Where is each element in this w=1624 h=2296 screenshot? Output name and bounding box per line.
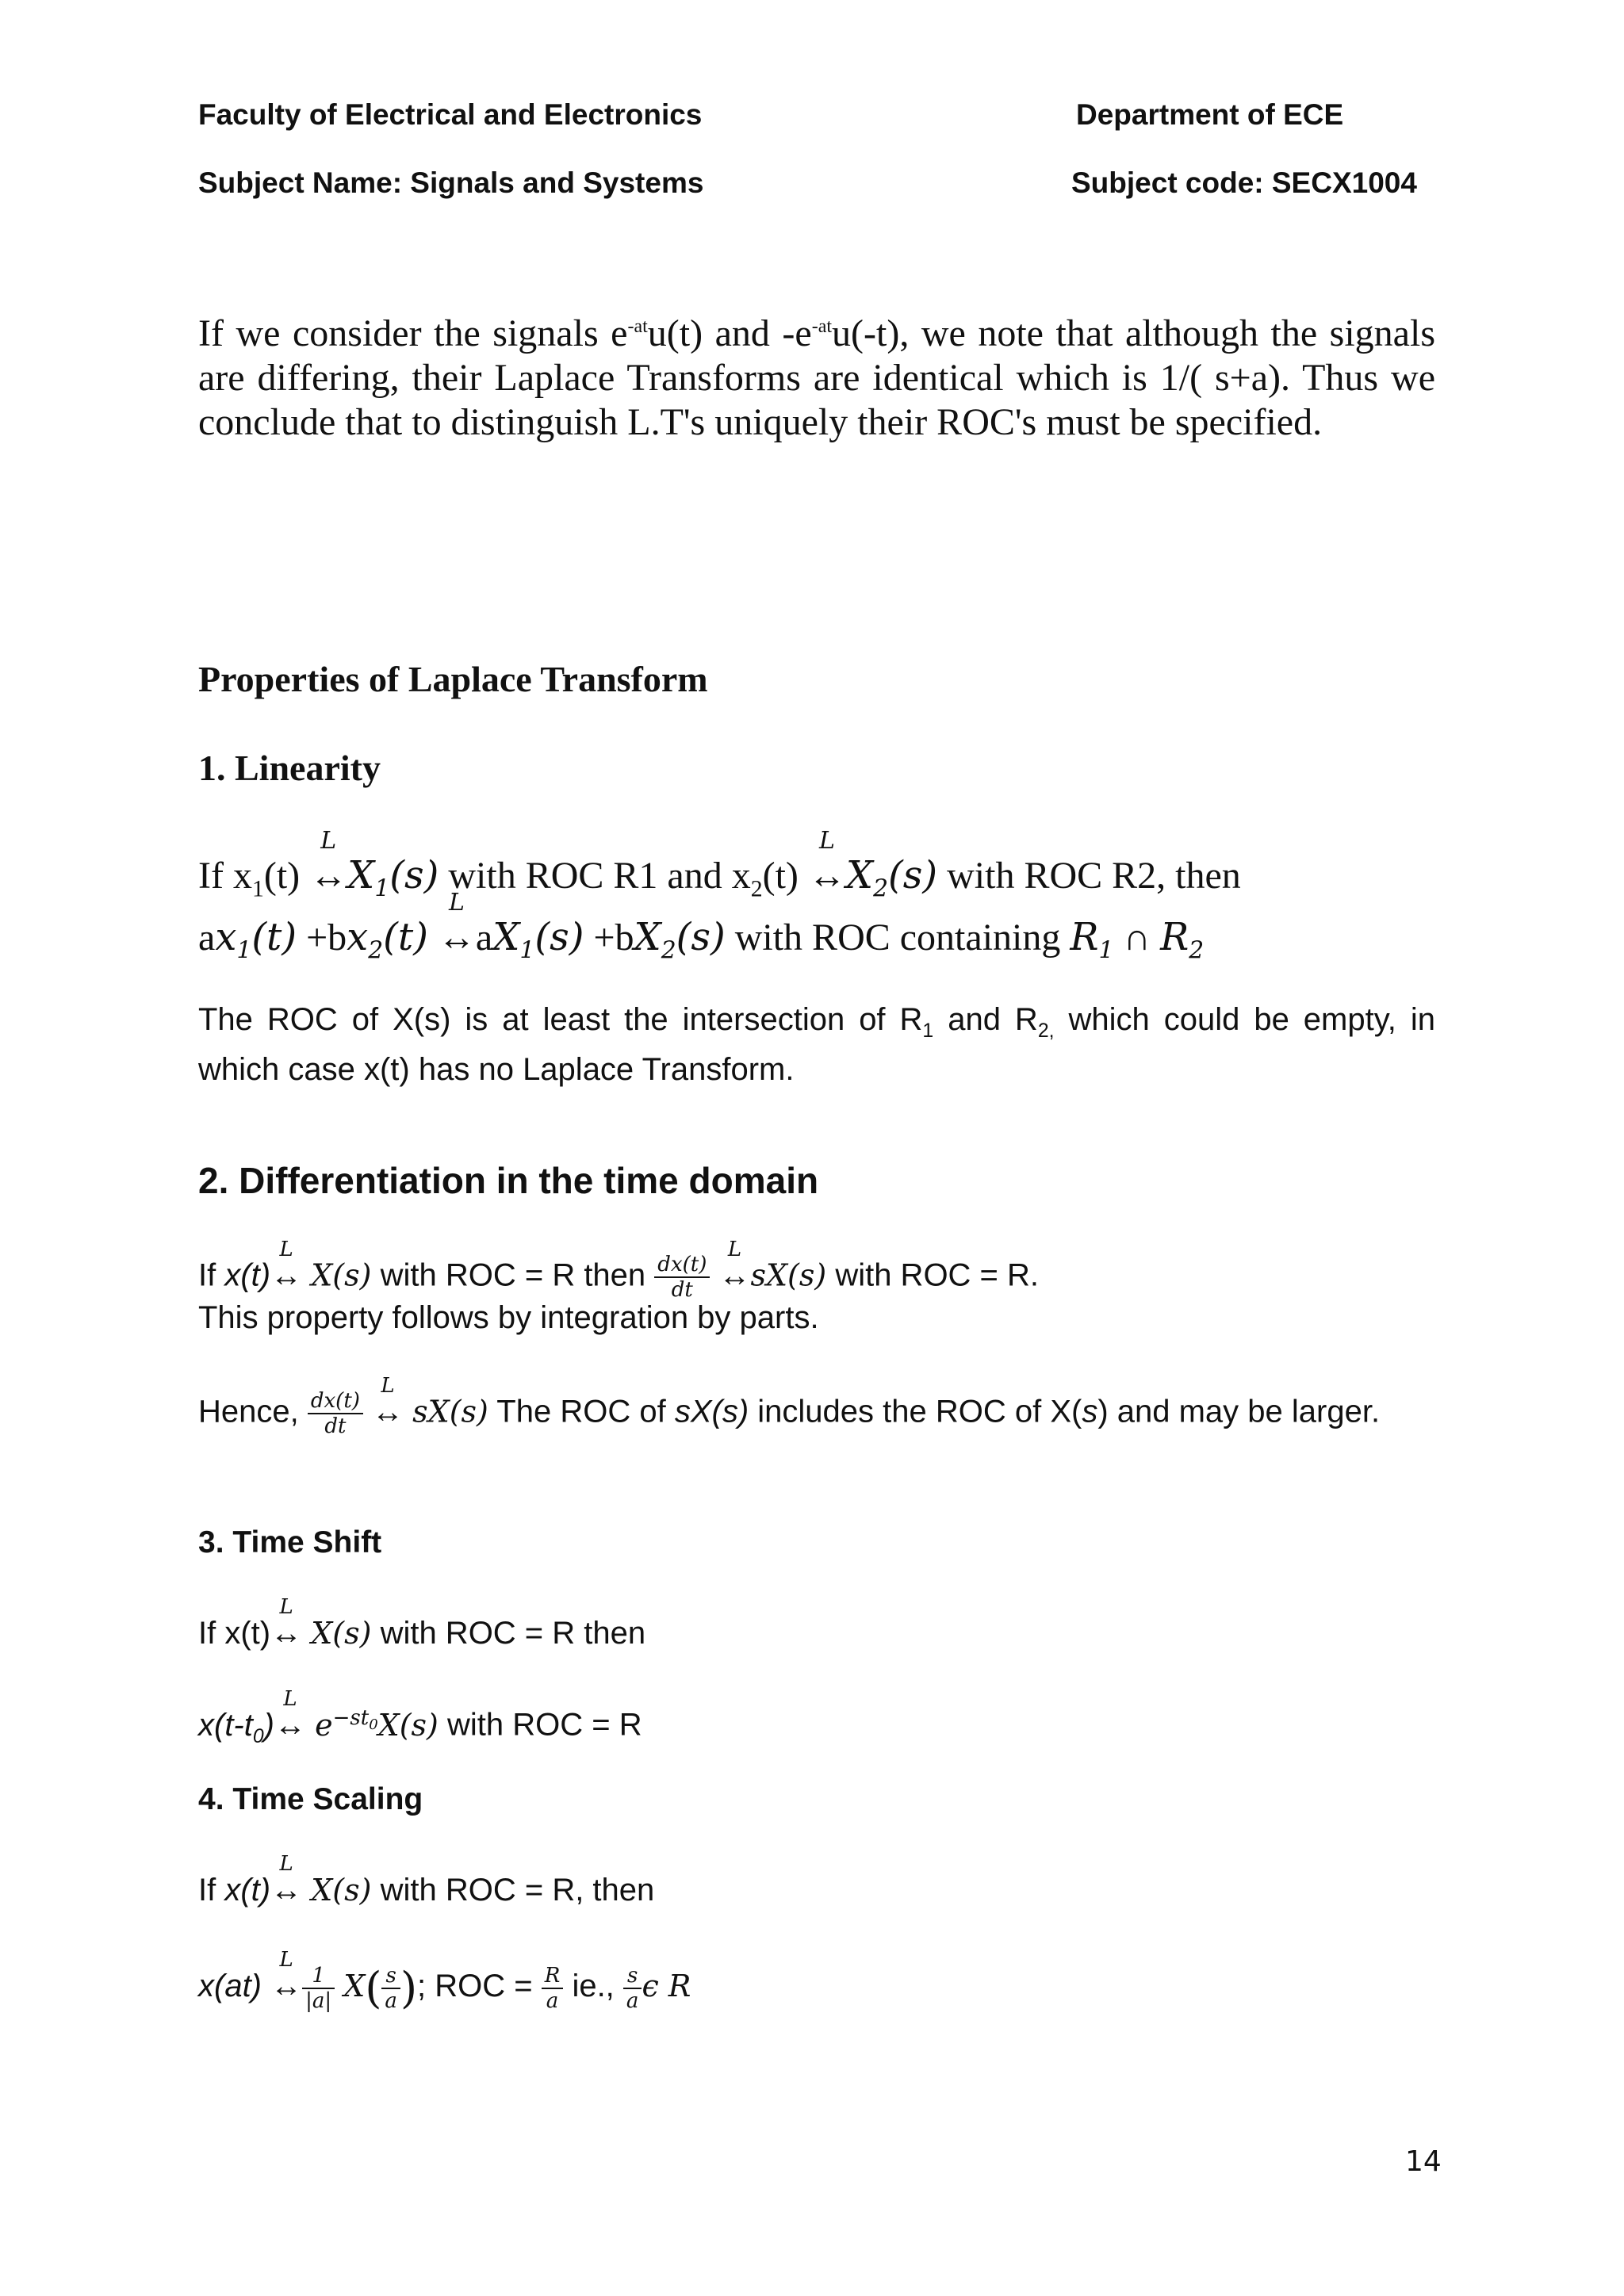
laplace-arrow: ↔ L (270, 1852, 303, 1908)
linearity-heading: 1. Linearity (198, 748, 381, 788)
time-shift-heading: 3. Time Shift (198, 1525, 382, 1559)
laplace-arrow: ↔ L (807, 827, 846, 897)
differentiation-hence: Hence, $\frac{dx(t)}{dt}$ ↔ L sX(s) The ROC of sX(s) includes the ROC of X(s) and may be larger. (198, 1373, 1381, 1438)
differentiation-heading: 2. Differentiation in the time domain (198, 1160, 819, 1201)
subject-code-header: Subject code: SECX1004 (1071, 166, 1417, 199)
argument-fraction: $\frac{s}{a}$ (381, 1964, 400, 2013)
laplace-arrow: ↔ L (270, 1237, 303, 1293)
differentiation-line-2: This property follows by integration by parts. (198, 1300, 819, 1335)
scale-fraction: $\frac{1}{|a|}$ (302, 1964, 335, 2013)
properties-heading: Properties of Laplace Transform (198, 659, 708, 699)
linearity-note: The ROC of X(s) is at least the intersection of $R_1$ and $R_{2,}$ which could be empty, in which case x(t) has no Laplace Transform. (198, 1002, 1435, 1087)
time-scaling-line-1: If x(t)↔ L X(s) with ROC = R, then (198, 1852, 655, 1908)
time-scaling-heading: 4. Time Scaling (198, 1782, 423, 1816)
laplace-arrow: ↔ L (270, 1948, 303, 2004)
intro-line-2: are differing, their Laplace Transforms are identical which is 1/( s+a). Thus we (198, 357, 1435, 399)
department-header: Department of ECE (1076, 98, 1344, 131)
page-number: 14 (1405, 2145, 1442, 2178)
laplace-arrow: ↔ L (274, 1686, 306, 1743)
differentiation-line-1: If x(t)↔ L X(s) with ROC = R then $\frac{dx(t)}{dt}$ ↔ L sX(s) with ROC = R. (198, 1237, 1040, 1302)
time-shift-line-2: $x(t-t_0)\leftrightarrow$ L $e^{-st_0}X(s)$ with ROC = R (198, 1686, 642, 1747)
linearity-equation-1: If $x_1(t)$ ↔ L $X_1(s)$ with ROC R1 and $x_2(t)$ ↔ L $X_2(s)$ with ROC R2, then (198, 827, 1241, 903)
faculty-header: Faculty of Electrical and Electronics (198, 98, 703, 131)
laplace-arrow: ↔ L (309, 827, 348, 897)
intro-line-3: conclude that to distinguish L.T's uniquely their ROC's must be specified. (198, 401, 1323, 443)
time-scaling-line-2: x(at) ↔ L $\frac{1}{|a|}$ X( $\frac{s}{a}$ ); ROC = $\frac{R}{a}$ ie., $\frac{s}{a}$ ϵ R (198, 1948, 691, 2013)
intro-paragraph (198, 304, 1435, 445)
derivative-fraction: $\frac{dx(t)}{dt}$ (308, 1389, 363, 1438)
time-shift-line-1: If x(t)↔ L X(s) with ROC = R then (198, 1595, 646, 1651)
intro-line-1: If we consider the signals $e^{-at}u(t)$ and $-e^{-at}u(-t)$, we note that although the signals (198, 312, 1436, 354)
laplace-arrow: ↔ L (718, 1237, 751, 1293)
laplace-arrow: ↔ L (372, 1373, 404, 1429)
linearity-equation-2: $ax_1(t) +bx_2(t)$ ↔ L $aX_1(s) +bX_2(s)$ with ROC containing $R_1$ ∩ $R_2$ (198, 889, 1205, 965)
laplace-arrow: ↔ L (437, 889, 476, 959)
roc-fraction: $\frac{R}{a}$ (542, 1964, 564, 2013)
s-over-a-fraction: $\frac{s}{a}$ (623, 1964, 642, 2013)
derivative-fraction: $\frac{dx(t)}{dt}$ (654, 1253, 710, 1302)
laplace-arrow: ↔ L (270, 1595, 303, 1651)
subject-name-header: Subject Name: Signals and Systems (198, 166, 704, 199)
